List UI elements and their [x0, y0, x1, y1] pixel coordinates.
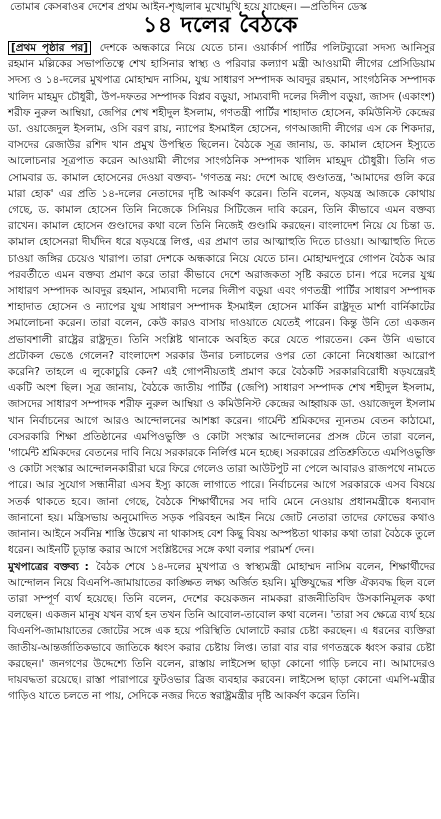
headline-container — [0, 14, 441, 40]
headline: ১৪ দলের বৈঠকে — [143, 13, 298, 38]
paragraph-1-text: দেশকে অন্ধকারে নিয়ে যেতে চান। ওয়ার্কার্স পার্টির পলিটব্যুরো সদস্য আনিসুর রহমান মল্লিকের সভাপতিত্বে শেখ হাসিনার স্বাস্থ্য ও পরিবার কল্যাণ মন্ত্রী আওয়ামী লীগের প্রেসিডিয়াম সদস্য ও ১৪-দলের মুখপাত্র মোহাম্মদ নাসিম, যুগ্ম সাধারণ সম্পাদক আবদুর রহমান, সাংগঠনিক সম্পাদক খালিদ মাহমুদ চৌধুরী, উপ-দফতর সম্পাদক বিপ্লব বড়ুয়া, সাম্যবাদী দলের দিলীপ বড়ুয়া, জাসদ (একাংশ) শরীফ নুরুল আম্বিয়া, জেপির শেখ শহীদুল ইসলাম, গণতন্ত্রী পার্টির শাহাদাত হোসেন, কমিউনিস্ট কেন্দ্রের ডা. ওয়াজেদুল ইসলাম, ওসি বরণ রায়, ন্যাপের ইসমাইল হোসেন, গণআজাদী লীগের এস কে শিকদার, বাসদের রেজাউর রশিদ খান প্রমুখ উপস্থিত ছিলেন। বৈঠকে সূত্র জানায়, ড. কামাল হোসেন ইস্যুতে আলোচনার সূত্রপাত করেন আওয়ামী লীগের সাংগঠনিক সম্পাদক খালিদ মাহমুদ চৌধুরী। তিনি গত সোমবার ড. কামাল হোসেনের দেওয়া বক্তব্য- 'গণতন্ত্র নয়: দেশে আছে গুণ্ডাতন্ত্র, 'আমাদের গুলি করে মারা হোক' এর প্রতি ১৪-দলের নেতাদের দৃষ্টি আকর্ষণ করেন। তিনি বলেন, ষড়যন্ত্র আজকে কোথায় গেছে, ড. কামাল হোসেন তিনি নিজেকে সিনিয়র সিটিজেন দাবি করেন, তিনি কীভাবে এমন বক্তব্য রাখেন। কামাল হোসেন গুণ্ডাদের কথা বলে তিনি নিজেই গুণ্ডামি করছেন। বাংলাদেশ নিয়ে যে চিন্তা ড. কামাল হোসেনরা দীর্ঘদিন ধরে ষড়যন্ত্রে লিপ্ত, এর প্রমাণ তার আত্মাহুতি দিতে চাওয়া। আত্মাহুতি দিতে চাওয়া জঙ্গির চেয়েও খারাপ। তারা দেশকে অন্ধকারে নিয়ে যেতে চান। মোহাম্মদপুরে গোপন বৈঠক আর পরবর্তীতে এমন বক্তব্য প্রমাণ করে তারা কীভাবে দেশে অরাজকতা সৃষ্টি করতে চান। পরে দলের যুগ্ম সাধারণ সম্পাদক আবদুর রহমান, সাম্যবাদী দলের দিলীপ বড়ুয়া এবং গণতন্ত্রী পার্টির সাধারণ সম্পাদক শাহাদাত হোসেন ও ন্যাপের যুগ্ম সাধারণ সম্পাদক ইসমাইল হোসেন মার্কিন রাষ্ট্রদূত মার্শা বার্নিকাটের সমালোচনা করেন। তারা বলেন, কেউ কারও বাসায় দাওয়াতে যেতেই পারেন। কিন্তু উনি তো একজন প্রভাবশালী রাষ্ট্রের রাষ্ট্রদূত। তিনি সংশ্লিষ্ট থানাকে অবহিত করে যেতে পারতেন। কেন উনি এভাবে প্রটোকল ভেঙে গেলেন? বাংলাদেশ সরকার উনার চলাচলের ওপর তো কোনো নিষেধাজ্ঞা আরোপ করেনি? তাহলে এ লুকোচুরি কেন? এই গোপনীয়তাই প্রমাণ করে বৈঠকটি সরকারবিরোধী ষড়যন্ত্রেরই একটি অংশ ছিল। সূত্র জানায়, বৈঠকে জাতীয় পার্টির (জেপি) সাধারণ সম্পাদক শেখ শহীদুল ইসলাম, জাসদের সাধারণ সম্পাদক শরীফ নুরুল আম্বিয়া ও কমিউনিস্ট কেন্দ্রের আহ্বায়ক ডা. ওয়াজেদুল ইসলাম খান নির্বাচনের আগে আরও আন্দোলনের আশঙ্কা করেন। গার্মেন্ট শ্রমিকদের ন্যূনতম বেতন কাঠামো, বেসরকারি শিক্ষা প্রতিষ্ঠানের এমপিওভুক্তি ও কোটা সংস্কার আন্দোলনের প্রসঙ্গ টেনে তারা বলেন, 'গার্মেন্ট শ্রমিকদের বেতনের দাবি নিয়ে সরকারকে নির্লিপ্ত মনে হচ্ছে। সরকারের প্রতিশ্রুতিতে এমপিওভুক্তি ও কোটা সংস্কার আন্দোলনকারীরা ঘরে ফিরে গেলেও তারা আউটপুট না পেলে আবারও রাজপথে নামতে পারে। আর সুযোগ সন্ধানীরা এসব ইস্যু কাজে লাগাতে পারে। নির্বাচনের আগে সরকারকে এসব বিষয়ে সতর্ক থাকতে হবে। জানা গেছে, বৈঠকে শিক্ষার্থীদের সব দাবি মেনে নেওয়ায় প্রধানমন্ত্রীকে ধন্যবাদ জানানো হয়। মন্ত্রিসভায় অনুমোদিত সড়ক পরিবহন আইন নিয়ে জোট নেতারা তাদের ফোভের কথাও জানান। আইনে সর্বনিম্ন শাস্তি উল্লেখ না থাকাসহ বেশ কিছু বিষয় অস্পষ্টতা থাকার কথা তারা বৈঠকে তুলে ধরেন। আইনটি চূড়ান্ত করার আগে সংশ্লিষ্টদের সঙ্গে কথা বলার পরামর্শ দেন। — [8, 42, 435, 557]
paragraph-2-text: বৈঠক শেষে ১৪-দলের মুখপাত্র ও স্বাস্থ্যমন্ত্রী মোহাম্মদ নাসিম বলেন, শিক্ষার্থীদের আন্দোলন নিয়ে বিএনপি-জামায়াতের কাঙ্ক্ষিত লক্ষ্য অর্জিত হয়নি। মুক্তিযুদ্ধের শক্তি ঐক্যবদ্ধ ছিল বলে তারা সম্পূর্ণ ব্যর্থ হয়েছে। তিনি বলেন, দেশের কয়েকজন নামকরা রাজনীতিবিদ উসকানিমূলক কথা বলছেন। একজন মানুষ যখন ব্যর্থ হন তখন তিনি আবোল-তাবোল কথা বলেন। 'তারা সব ক্ষেত্রে ব্যর্থ হয়ে বিএনপি-জামায়াতের জোটের সঙ্গে এক হয়ে পরিস্থিতি ঘোলাটে করার চেষ্টা করছেন। এ ধরনের ব্যক্তিরা জাতীয়-আন্তর্জাতিকভাবে জাতিকে ধ্বংস করার চেষ্টায় লিপ্ত। তারা বার বার গণতন্ত্রকে ধ্বংস করার চেষ্টা করছেন।' জনগণের উদ্দেশ্যে তিনি বলেন, রাস্তায় লাইসেন্স ছাড়া কোনো গাড়ি চলবে না। আমাদেরও দায়বদ্ধতা রয়েছে। রাস্তা পারাপারে ফুটওভার ব্রিজ ব্যবহার করবেন। লাইসেন্স ছাড়া কোনো এমপি-মন্ত্রীর গাড়িও যাতে চলতে না পায়, সেদিকে নজর দিতে স্বরাষ্ট্রমন্ত্রীর দৃষ্টি আকর্ষণ করেন তিনি। — [8, 560, 435, 703]
continuation-label: [প্রথম পৃষ্ঠার পর] — [8, 41, 91, 55]
article-paragraph-1 — [8, 40, 435, 559]
previous-article-tail: তোমাৰ কেসৰাওৰ দেশেৰ প্ৰথম আইন-শৃঙ্খলাৰ মুখোমুখি হয়ে যাচ্ছেন। —প্ৰতিদিন ডেস্ক — [10, 1, 367, 13]
article-body — [0, 40, 441, 704]
article-paragraph-2 — [8, 559, 435, 705]
subheading-spokesperson: মুখপাত্রের বক্তব্য : — [8, 560, 89, 573]
